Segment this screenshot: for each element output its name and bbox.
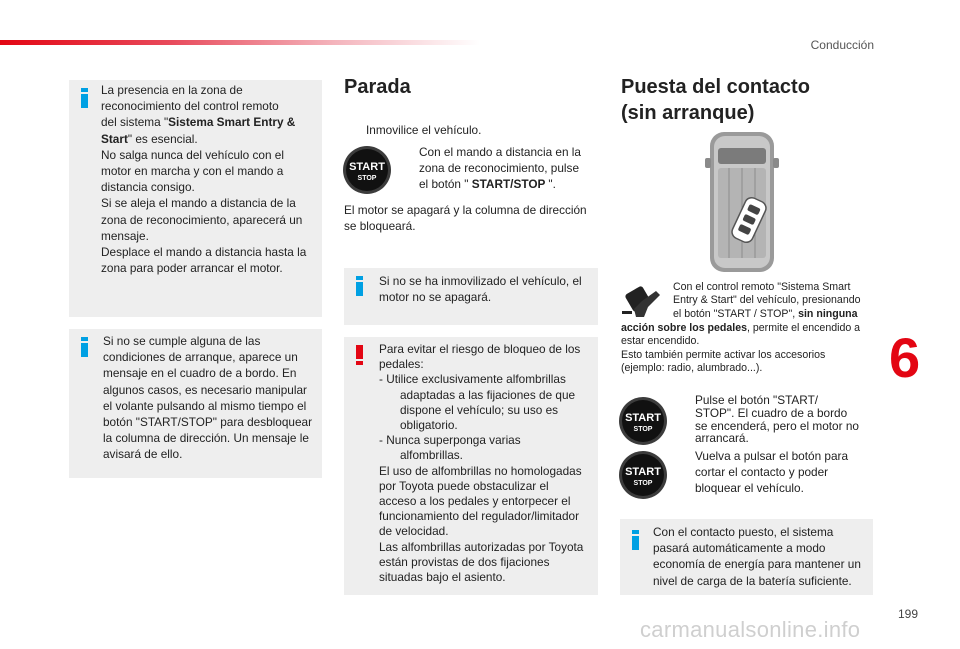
watermark: carmanualsonline.info bbox=[640, 617, 861, 642]
chapter-number: 6 bbox=[889, 326, 921, 389]
note-text: Si no se ha inmovilizado el vehículo, el motor no se apagará. bbox=[379, 274, 582, 305]
step-immobilize: Inmovilice el vehículo. bbox=[366, 123, 482, 137]
svg-text:START: START bbox=[625, 412, 661, 424]
start-stop-button-icon bbox=[618, 396, 668, 446]
step-ignition-off: Vuelva a pulsar el botón para cortar el contacto y poder bloquear el vehículo. bbox=[695, 449, 849, 495]
note-text: Para evitar el riesgo de bloqueo de los pedales: - Utilice exclusivamente alfombrillas adaptadas a las fijaciones de que dispone el vehículo; su uso es obligatorio. - Nunca superponga varias alfombrillas. El uso de alfombrillas no homologadas por Toyota puede obstaculizar el acceso a los pedales y entorpecer el funcionamiento del regulador/limitador de velocidad. Las alfombrillas autorizadas por Toyota están provistas de dos fijaciones situadas bajo el asiento. bbox=[379, 342, 584, 585]
svg-text:STOP: STOP bbox=[357, 175, 377, 182]
hand-pressing-button-icon bbox=[622, 283, 662, 324]
info-note-smart-entry bbox=[69, 80, 322, 317]
vehicle-top-view-illustration bbox=[703, 128, 781, 281]
heading-ignition: Puesta del contacto (sin arranque) bbox=[621, 76, 810, 124]
info-note-energy-economy bbox=[620, 519, 873, 595]
step-press-button: Con el mando a distancia en la zona de reconocimiento, pulse el botón " START/STOP ". bbox=[419, 145, 581, 191]
info-icon bbox=[81, 337, 88, 357]
ignition-description-cont: acción sobre los pedales, permite el encendido a estar encendido. Esto también permite activar los accesorios (ejemplo: radio, alumbrado...). bbox=[621, 322, 861, 375]
svg-text:START: START bbox=[625, 466, 661, 478]
start-stop-button-icon bbox=[342, 145, 392, 195]
info-note-not-stopped bbox=[344, 268, 598, 325]
note-text: Si no se cumple alguna de las condiciones de arranque, aparece un mensaje en el cuadro de a bordo. En algunos casos, es necesario manipular el volante pulsando al mismo tiempo el botón "START/STOP" para desbloquear la columna de dirección. Un mensaje le avisará de ello. bbox=[103, 334, 313, 462]
warning-note-floor-mats bbox=[344, 337, 598, 595]
info-icon bbox=[632, 530, 639, 550]
page-number: 199 bbox=[898, 607, 919, 621]
info-icon bbox=[81, 88, 88, 108]
section-title: Conducción bbox=[810, 38, 874, 52]
svg-text:STOP: STOP bbox=[633, 426, 653, 433]
info-icon bbox=[356, 276, 363, 296]
note-text: Con el contacto puesto, el sistema pasará automáticamente a modo economía de energía para mantener un nivel de carga de la batería suficiente. bbox=[653, 525, 861, 588]
svg-text:STOP: STOP bbox=[633, 480, 653, 487]
start-stop-button-icon bbox=[618, 450, 668, 500]
ignition-description: Con el control remoto "Sistema Smart Entry & Start" del vehículo, presionando el botón "START / STOP", sin ninguna bbox=[673, 281, 861, 320]
info-note-start-conditions bbox=[69, 329, 322, 478]
warning-icon bbox=[356, 345, 363, 365]
note-text: La presencia en la zona de reconocimiento del control remoto del sistema "Sistema Smart Entry & Start" es esencial. No salga nunca del vehículo con el motor en marcha y con el mando a distancia consigo. Si se aleja el mando a distancia de la zona de reconocimiento, aparecerá un mensaje. Desplace el mando a distancia hasta la zona para poder arrancar el motor. bbox=[101, 83, 307, 276]
svg-text:START: START bbox=[349, 161, 385, 173]
header-accent-bar bbox=[0, 40, 480, 45]
step-ignition-on: Pulse el botón "START/ STOP". El cuadro de a bordo se encenderá, pero el motor no arrancará. bbox=[695, 393, 859, 446]
heading-parada: Parada bbox=[344, 76, 411, 98]
stop-result-text: El motor se apagará y la columna de dirección se bloqueará. bbox=[344, 203, 587, 233]
